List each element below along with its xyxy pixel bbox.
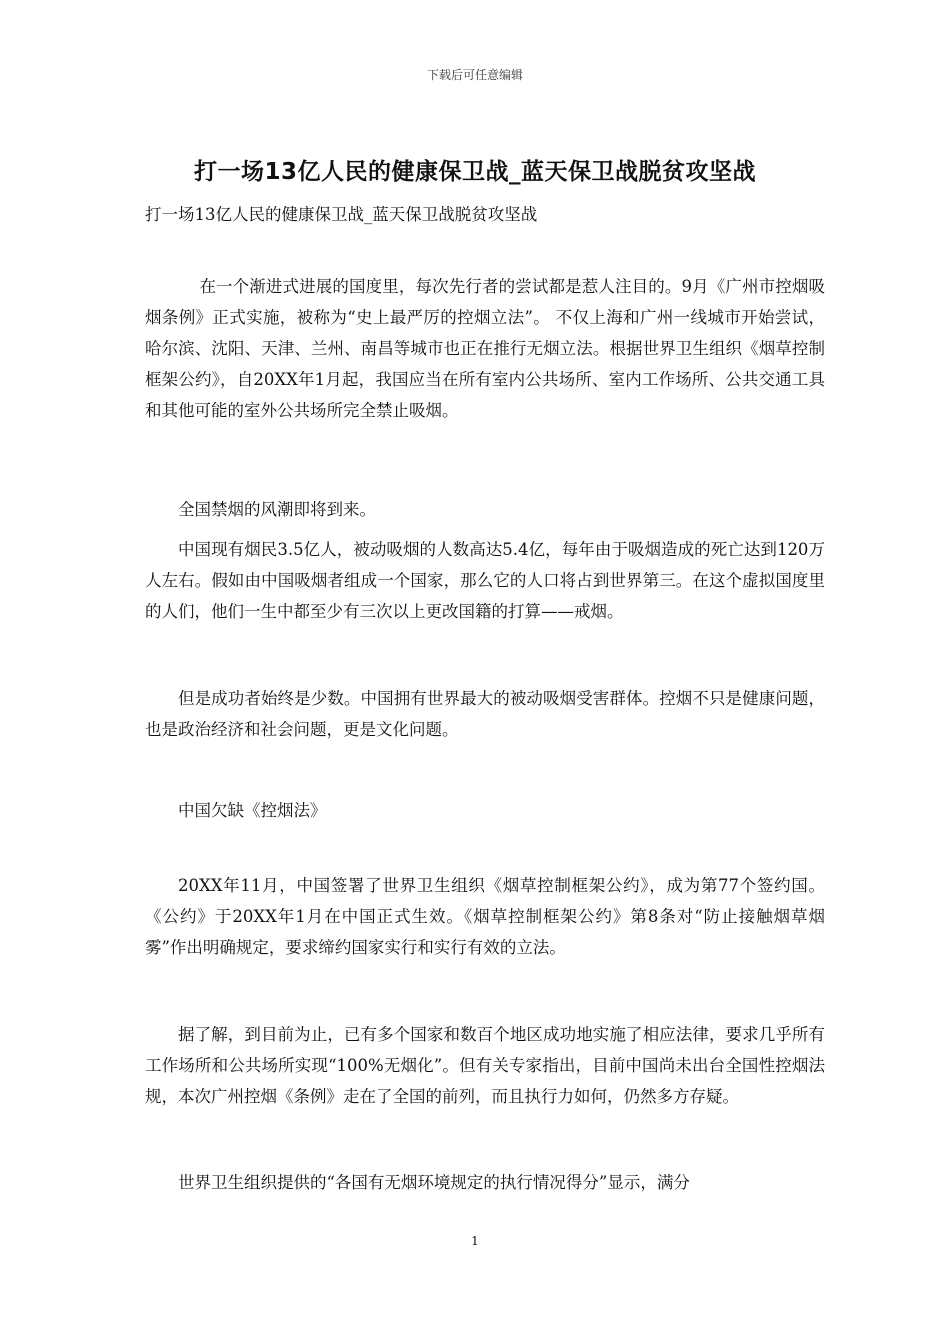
document-title: 打一场13亿人民的健康保卫战_蓝天保卫战脱贫攻坚战: [193, 159, 756, 185]
paragraph-smokers: 中国现有烟民3.5亿人，被动吸烟的人数高达5.4亿，每年由于吸烟造成的死亡达到120万人左右。假如由中国吸烟者组成一个国家，那么它的人口将占到世界第三。在这个虚拟国度里的人们，他们一生中都至少有三次以上更改国籍的打算——戒烟。: [145, 540, 825, 621]
page-number: 1: [471, 1234, 479, 1248]
paragraph-convention: 20XX年11月，中国签署了世界卫生组织《烟草控制框架公约》，成为第77个签约国。《公约》于20XX年1月在中国正式生效。《烟草控制框架公约》第8条对“防止接触烟草烟雾”作出明确规定，要求缔约国家实行和实行有效的立法。: [145, 876, 825, 957]
paragraph-intro: 在一个渐进式进展的国度里，每次先行者的尝试都是惹人注目的。9月《广州市控烟吸烟条例》正式实施，被称为“史上最严厉的控烟立法”。 不仅上海和广州一线城市开始尝试，哈尔滨、沈阳、天津、兰州、南昌等城市也正在推行无烟立法。根据世界卫生组织《烟草控制框架公约》，自20XX年1月起，我国应当在所有室内公共场所、室内工作场所、公共交通工具和其他可能的室外公共场所完全禁止吸烟。: [145, 277, 825, 420]
document-subtitle: 打一场13亿人民的健康保卫战_蓝天保卫战脱贫攻坚战: [145, 205, 538, 224]
section-heading-law: 中国欠缺《控烟法》: [178, 801, 327, 820]
paragraph-countries: 据了解，到目前为止，已有多个国家和数百个地区成功地实施了相应法律，要求几乎所有工作场所和公共场所实现“100%无烟化”。但有关专家指出，目前中国尚未出台全国性控烟法规，本次广州控烟《条例》走在了全国的前列，而且执行力如何，仍然多方存疑。: [145, 1025, 825, 1106]
paragraph-who-score: 世界卫生组织提供的“各国有无烟环境规定的执行情况得分”显示，满分: [178, 1173, 690, 1192]
paragraph-trend: 全国禁烟的风潮即将到来。: [178, 500, 376, 519]
paragraph-success: 但是成功者始终是少数。中国拥有世界最大的被动吸烟受害群体。控烟不只是健康问题，也是政治经济和社会问题，更是文化问题。: [145, 689, 825, 739]
header-note: 下载后可任意编辑: [426, 68, 523, 82]
